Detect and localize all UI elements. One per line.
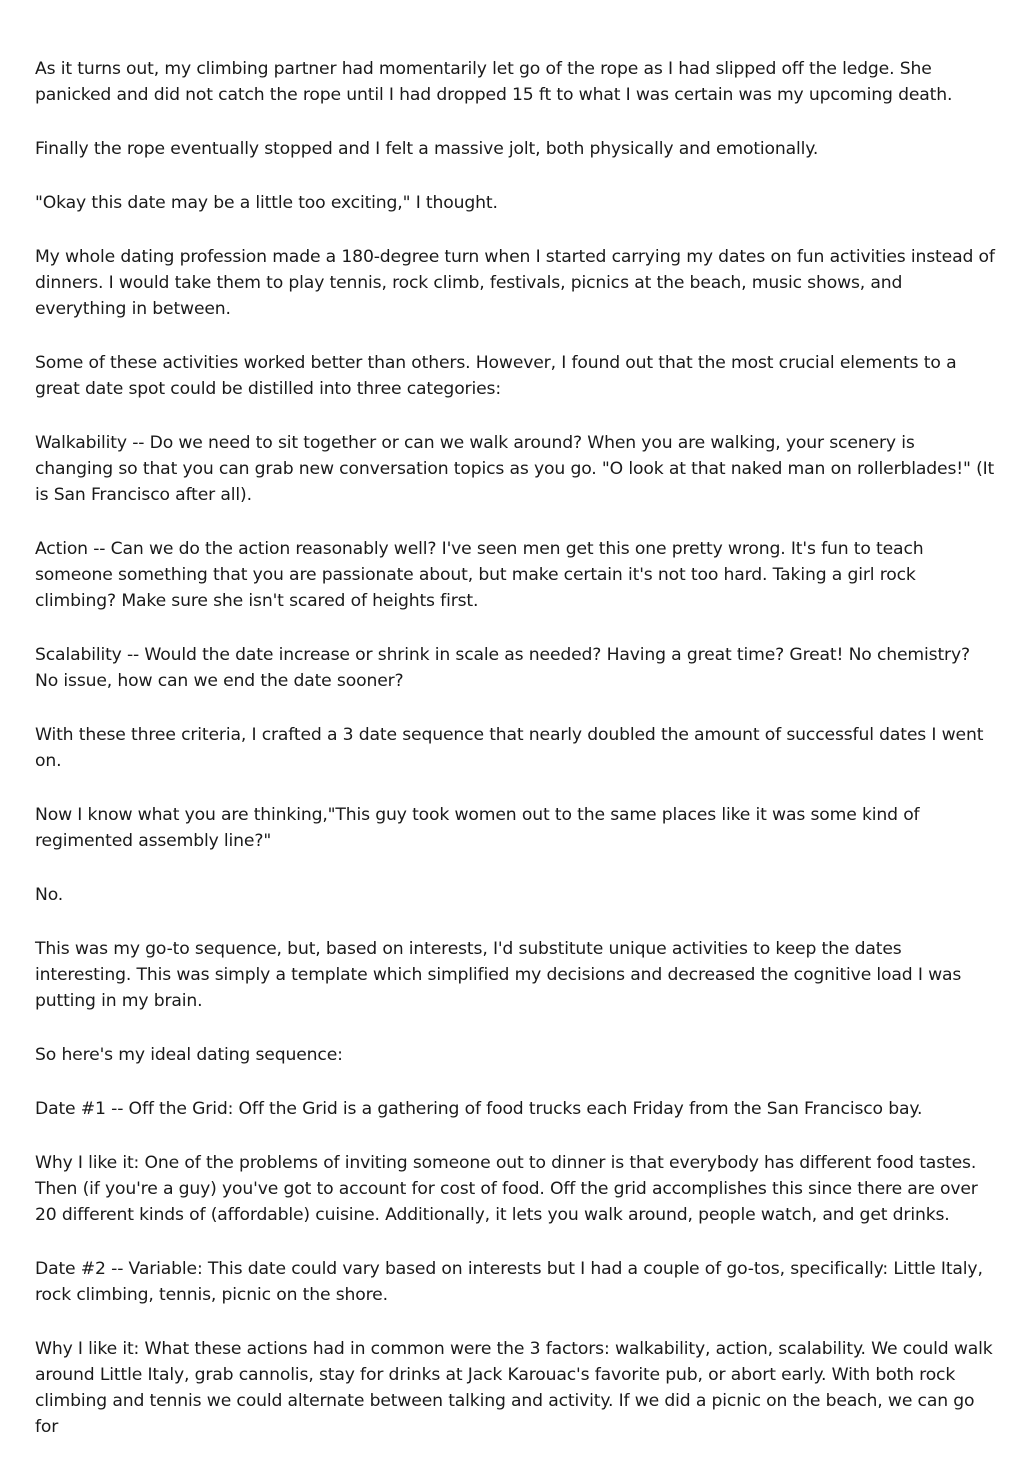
paragraph-180-turn: My whole dating profession made a 180-degree turn when I started carrying my dates on fun activities instead of dinners. I would take them to play tennis, rock climb, festivals, picnics at the beach, music shows, and everything in between. xyxy=(35,247,995,319)
paragraph-three-categories: Some of these activities worked better than others. However, I found out that the most crucial elements to a great date spot could be distilled into three categories: xyxy=(35,353,957,399)
paragraph-rope-stopped: Finally the rope eventually stopped and I felt a massive jolt, both physically and emotionally. xyxy=(35,139,819,159)
paragraph-action: Action -- Can we do the action reasonably well? I've seen men get this one pretty wrong. It's fun to teach someone something that you are passionate about, but make certain it's not too hard. Taking a girl rock climbing? Make sure she isn't scared of heights first. xyxy=(35,539,924,611)
paragraph-walkability: Walkability -- Do we need to sit together or can we walk around? When you are walking, your scenery is changing so that you can grab new conversation topics as you go. "O look at that naked man on rollerblades!" (It is San Francisco after all). xyxy=(35,433,995,505)
paragraph-no: No. xyxy=(35,885,64,905)
paragraph-assembly-line: Now I know what you are thinking,"This guy took women out to the same places like it was some kind of regimented assembly line?" xyxy=(35,805,920,851)
paragraph-ideal-sequence: So here's my ideal dating sequence: xyxy=(35,1045,343,1065)
paragraph-date-1: Date #1 -- Off the Grid: Off the Grid is a gathering of food trucks each Friday from the San Francisco bay. xyxy=(35,1099,923,1119)
paragraph-date-2-why: Why I like it: What these actions had in common were the 3 factors: walkability, action, scalability. We could walk around Little Italy, grab cannolis, stay for drinks at Jack Karouac's favorite pub, or abort early. With both rock climbing and tennis we could alternate between talking and activity. If we did a picnic on the beach, we can go for xyxy=(35,1339,993,1437)
paragraph-date-2: Date #2 -- Variable: This date could vary based on interests but I had a couple of go-tos, specifically: Little Italy, rock climbing, tennis, picnic on the shore. xyxy=(35,1259,983,1305)
paragraph-three-criteria: With these three criteria, I crafted a 3 date sequence that nearly doubled the amount of successful dates I went on. xyxy=(35,725,984,771)
paragraph-scalability: Scalability -- Would the date increase or shrink in scale as needed? Having a great time? Great! No chemistry? No issue, how can we end the date sooner? xyxy=(35,645,970,691)
paragraph-template: This was my go-to sequence, but, based on interests, I'd substitute unique activities to keep the dates interesting. This was simply a template which simplified my decisions and decreased the cognitive load I was putting in my brain. xyxy=(35,939,962,1011)
document-body xyxy=(35,56,995,1468)
paragraph-climbing-fall: As it turns out, my climbing partner had momentarily let go of the rope as I had slipped off the ledge. She panicked and did not catch the rope until I had dropped 15 ft to what I was certain was my upcoming death. xyxy=(35,59,953,105)
paragraph-date-1-why: Why I like it: One of the problems of inviting someone out to dinner is that everybody has different food tastes. Then (if you're a guy) you've got to account for cost of food. Off the grid accomplishes this since there are over 20 different kinds of (affordable) cuisine. Additionally, it lets you walk around, people watch, and get drinks. xyxy=(35,1153,978,1225)
paragraph-too-exciting: "Okay this date may be a little too exciting," I thought. xyxy=(35,193,498,213)
